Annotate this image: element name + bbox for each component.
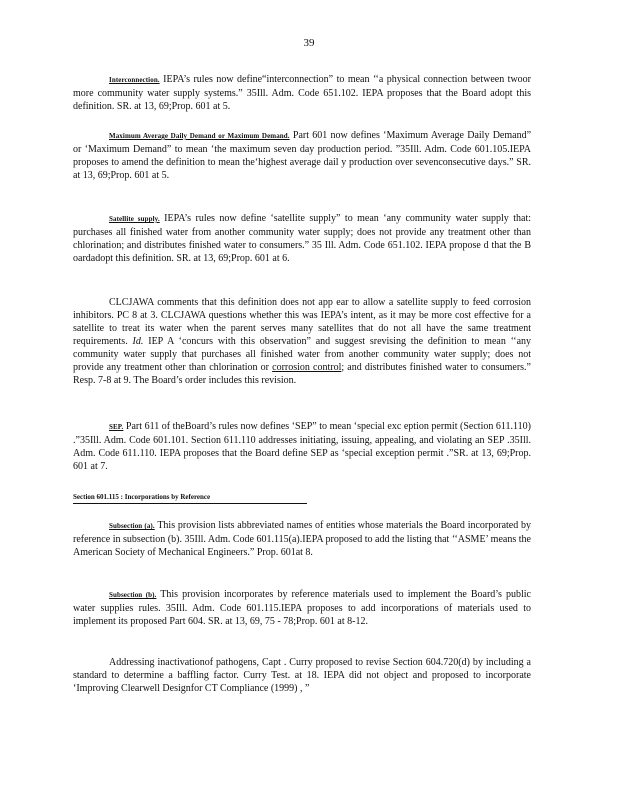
paragraph-text: This provision incorporates by reference materials used to implement the Board’s public water supplies rules. 35Ill. Adm. Code 601.115.IEPA proposes to add incorporations of materials used to implement its proposed Part 604. SR. at 13, 69, 75 - 78;Prop. 601 at 8-12. [73,589,531,627]
paragraph-interconnection [73,73,531,113]
paragraph-text: IEPA’s rules now define ‘satellite supply” to mean ‘any community water supply that: purchases all finished water from another community water supply; does not provide any treatment other than chlorination; and distributes finished water to consumers.” 35 Ill. Adm. Code 651.102. IEPA propose d that the B oardadopt this definition. SR. at 13, 69;Prop. 601 at 6. [73,213,532,264]
paragraph-text: Addressing inactivationof pathogens, Capt . Curry proposed to revise Section 604.720(d) by including a standard to determine a baffling factor. Curry Test. at 18. IEPA did not object and proposed to incorporate ‘Improving Clearwell Designfor CT Compliance (1999) , ” [73,657,531,694]
underlined-term: corrosion control [272,362,342,373]
paragraph-subsection-a [73,519,531,559]
paragraph-text: ; and distributes finished water to consumers.” Resp. 7-8 at 9. The Board’s order includes this revision. [73,362,531,386]
term-lead: SEP. [109,423,124,431]
paragraph-subsection-b [73,588,531,628]
paragraph-maximum-demand [73,129,531,182]
paragraph-text: Part 611 of theBoard’s rules now defines ‘SEP” to mean ‘special exc eption permit (Section 611.110) .”35Ill. Adm. Code 601.101. Section 611.110 addresses initiating, issuing, appealing, and violating an SEP .35Ill. Adm. Code 611.110. IEPA proposes that the Board define SEP as ‘special exception permit .”SR. at 13, 69;Prop. 601 at 7. [73,421,531,472]
paragraph-satellite-supply [73,212,531,265]
paragraph-text: Part 601 now defines ‘Maximum Average Daily Demand” or ‘Maximum Demand” to mean ‘the maximum seven day production period. ”35Ill. Adm. Code 601.105.IEPA proposes to amend the definition to mean the‘highest average dail y production over sevenconsecutive days.” SR. at 13, 69;Prop. 601 at 5. [73,130,532,181]
paragraph-text: IEPA’s rules now define“interconnection” to mean ‘‘a physical connection between twoor more community water supply systems.” 35Ill. Adm. Code 651.102. IEPA proposes that the Board adopt this definition. SR. at 13, 69;Prop. 601 at 5. [73,74,532,112]
page-number: 39 [303,37,315,49]
term-lead: Subsection (b). [109,591,157,599]
paragraph-text: CLCJAWA comments that this definition does not app ear to allow a satellite supply to feed corrosion inhibitors. PC 8 at 3. CLCJAWA questions whether this was IEPA’s intent, as it may be more cost effective for a satellite to treat its water when the parent serves many satellites that do not all have the same treatment requirements. [73,297,531,347]
citation-id: Id. [132,336,144,347]
term-lead: Interconnection. [109,76,160,84]
section-heading: Section 601.115 : Incorporations by Reference [73,492,307,504]
paragraph-text: IEP A ‘concurs with this observation” and suggest srevising the definition to mean ‘‘any community water supply that purchases all finished water from another community water supply; does not provide any treatment other than chlorination or [73,336,532,373]
paragraph-text: This provision lists abbreviated names of entities whose materials the Board incorporated by reference in subsection (b). 35Ill. Adm. Code 601.115(a).IEPA proposed to add the listing that ‘‘ASME’ means the American Society of Mechanical Engineers.” Prop. 601at 8. [73,520,531,558]
paragraph-clcjawa-comments [73,296,531,387]
term-lead: Maximum Average Daily Demand or Maximum Demand. [109,132,290,140]
term-lead: Satellite supply. [109,215,160,223]
term-lead: Subsection (a). [109,522,155,530]
paragraph-sep [73,420,531,473]
paragraph-inactivation [73,656,531,695]
